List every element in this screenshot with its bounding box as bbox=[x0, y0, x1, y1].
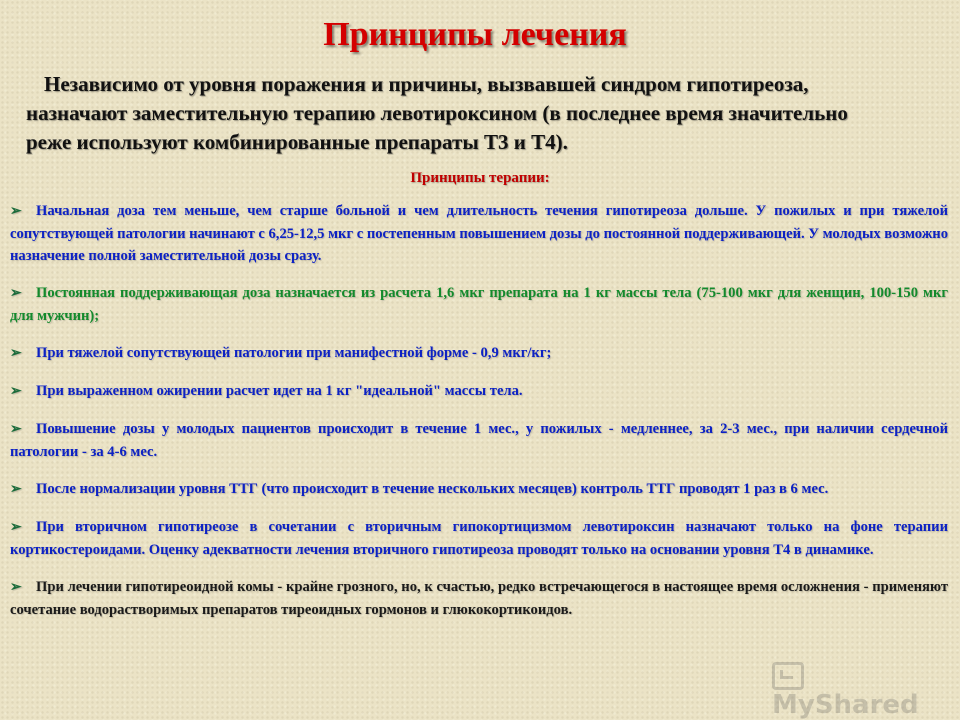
arrow-bullet-icon: ➢ bbox=[10, 520, 22, 535]
list-item bbox=[10, 342, 948, 365]
item-text: При вторичном гипотиреозе в сочетании с вторичным гипокортицизмом левотироксин назначают только на фоне терапии кортикостероидами. Оценку адекватности лечения вторичного гипотиреоза проводят только на основании уровня Т4 в динамике. bbox=[10, 519, 948, 558]
item-text: Начальная доза тем меньше, чем старше больной и чем длительность течения гипотиреоза дольше. bbox=[36, 203, 756, 219]
item-text: Постоянная поддерживающая доза назначается из расчета 1,6 мкг препарата на 1 кг массы тела (75-100 мкг для женщин, 100-150 мкг для мужчин); bbox=[10, 285, 948, 324]
intro-line-2: назначают заместительную терапию левотироксином (в последнее время значительно bbox=[26, 101, 848, 125]
arrow-bullet-icon: ➢ bbox=[10, 384, 22, 399]
watermark-text: MyShared bbox=[772, 690, 919, 720]
therapy-principles-list bbox=[10, 200, 948, 636]
intro-line-3: реже используют комбинированные препараты Т3 и Т4). bbox=[26, 130, 568, 154]
item-text: При выраженном ожирении расчет идет на 1 кг "идеальной" массы тела. bbox=[36, 383, 523, 399]
intro-paragraph bbox=[26, 70, 960, 157]
list-item bbox=[10, 380, 948, 403]
item-text: После нормализации уровня ТТГ (что происходит в течение нескольких месяцев) контроль ТТГ проводят 1 раз в 6 мес. bbox=[36, 481, 829, 497]
arrow-bullet-icon: ➢ bbox=[10, 482, 22, 497]
arrow-bullet-icon: ➢ bbox=[10, 580, 22, 595]
section-subtitle: Принципы терапии: bbox=[410, 170, 550, 186]
arrow-bullet-icon: ➢ bbox=[10, 346, 22, 361]
list-item bbox=[10, 282, 948, 327]
watermark-logo bbox=[772, 660, 932, 720]
item-text-continued: У пожилых и при тяжелой сопутствующей патологии начинают с 6,25-12,5 мкг с постепенным повышением дозы до постоянной поддерживающей. У молодых возможно назначение полной заместительной дозы сразу. bbox=[10, 203, 948, 264]
list-item bbox=[10, 200, 948, 267]
item-text: При тяжелой сопутствующей патологии при манифестной форме - 0,9 мкг/кг; bbox=[36, 345, 552, 361]
intro-line-1: Независимо от уровня поражения и причины, вызвавшей синдром гипотиреоза, bbox=[44, 72, 809, 96]
list-item bbox=[10, 516, 948, 561]
arrow-bullet-icon: ➢ bbox=[10, 286, 22, 301]
list-item bbox=[10, 418, 948, 463]
item-text: Повышение дозы у молодых пациентов происходит в течение 1 мес., у пожилых - медленнее, за 2-3 мес., при наличии сердечной патологии - за 4-6 мес. bbox=[10, 421, 948, 460]
page-title: Принципы лечения bbox=[323, 16, 627, 53]
list-item bbox=[10, 576, 948, 621]
item-text: При лечении гипотиреоидной комы - крайне грозного, но, к счастью, редко встречающегося в настоящее время осложнения - применяют сочетание водорастворимых препаратов тиреоидных гормонов и глюкокортикоидов. bbox=[10, 579, 948, 618]
watermark-icon bbox=[772, 662, 804, 690]
list-item bbox=[10, 478, 948, 501]
arrow-bullet-icon: ➢ bbox=[10, 422, 22, 437]
arrow-bullet-icon: ➢ bbox=[10, 204, 22, 219]
